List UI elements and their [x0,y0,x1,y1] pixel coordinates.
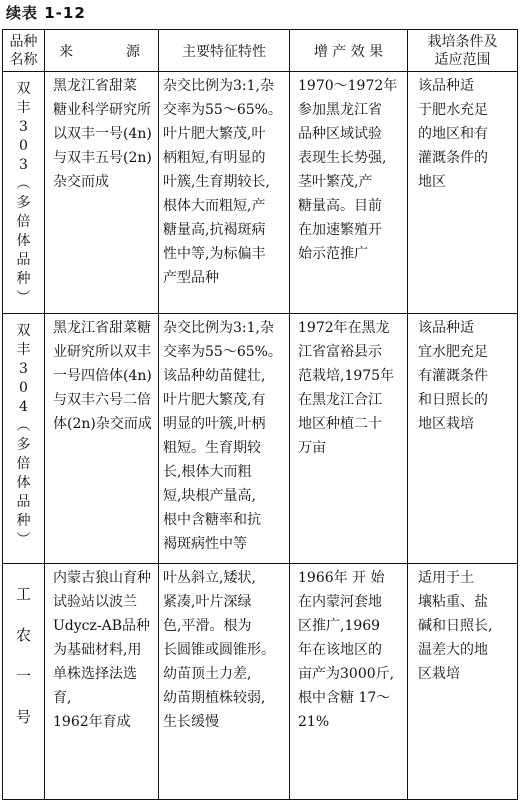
header-features-label: 主要特征特性 [182,43,266,60]
variety-name-cell [3,564,45,800]
yield-cell [290,314,408,564]
source-text: 黑龙江省甜菜糖 业研究所以双丰 一号四倍体(4n) 与双丰六号二倍 体(2n)杂交而成 [53,320,152,432]
features-cell [159,314,290,564]
header-name-label: 品种 名称 [9,33,38,68]
header-row [3,30,518,72]
header-name [3,30,45,72]
features-text: 叶丛斜立,矮状, 紧凑,叶片深绿 色,平滑。根为 长圆锥或圆锥形。 幼苗顶土力差, 幼苗期植株较弱, 生长缓慢 [163,570,275,730]
source-text: 黑龙江省甜菜 糖业科学研究所 以双丰一号(4n) 与双丰五号(2n) 杂交而成 [53,78,152,190]
table-caption: 续表 1-12 [6,4,86,22]
header-conditions [408,30,518,72]
source-cell [45,564,159,800]
yield-text: 1966年 开 始 在内蒙河套地 区推广,1969 年在该地区的 亩产为3000斤, 根中含糖 17～ 21% [298,570,395,730]
source-cell [45,72,159,314]
header-yield-label: 增 产 效 果 [313,43,384,60]
yield-cell [290,72,408,314]
features-text: 杂交比例为3:1,杂 交率为55～65%。 该品种幼苗健壮, 叶片肥大繁茂,有 明显的叶簇,叶柄 粗短。生育期较 长,根体大而粗 短,块根产量高, 根中含糖率和抗 褐斑病性中等 [163,320,282,552]
conditions-cell [408,72,518,314]
header-yield [290,30,408,72]
variety-name: 双 丰 3 0 4 ︵ 多 倍 体 品 种 ︶ [16,323,31,548]
table-row [3,564,518,800]
conditions-text: 适用于土 壤粘重、盐 碱和日照长, 温差大的地 区栽培 [418,570,493,682]
variety-name: 双 丰 3 0 3 ︵ 多 倍 体 品 种 ︶ [16,81,31,306]
table-row [3,314,518,564]
conditions-cell [408,564,518,800]
variety-name-cell [3,72,45,314]
source-text: 内蒙古狼山育种 试验站以波兰 Udycz-AB品种 为基础材料,用 单株选择法选育, 1962年育成 [53,570,151,730]
variety-name: 工 农 一 号 [15,585,31,726]
header-source-left: 来 [59,43,73,60]
conditions-text: 该品种适 于肥水充足 的地区和有 灌溉条件的 地区 [418,78,488,190]
conditions-cell [408,314,518,564]
variety-table [2,29,518,800]
source-cell [45,314,159,564]
yield-text: 1972年在黑龙 江省富裕县示 范栽培,1975年 在黑龙江合江 地区种植二十 万亩 [298,320,395,456]
features-cell [159,564,290,800]
header-conditions-label: 栽培条件及 适应范围 [427,33,498,68]
features-cell [159,72,290,314]
header-features [159,30,290,72]
header-source [45,30,159,72]
features-text: 杂交比例为3:1,杂 交率为55～65%。 叶片肥大繁茂,叶 柄粗短,有明显的 叶簇,生育期较长, 根体大而粗短,产 糖量高,抗褐斑病 性中等,为标偏丰 产型品种 [163,78,282,286]
yield-text: 1970～1972年 参加黑龙江省 品种区域试验 表现生长势强, 茎叶繁茂,产 糖量高。目前 在加速繁殖开 始示范推广 [298,78,398,262]
header-source-right: 源 [126,43,140,60]
conditions-text: 该品种适 宜水肥充足 有灌溉条件 和日照长的 地区栽培 [418,320,488,432]
table-row [3,72,518,314]
variety-name-cell [3,314,45,564]
yield-cell [290,564,408,800]
